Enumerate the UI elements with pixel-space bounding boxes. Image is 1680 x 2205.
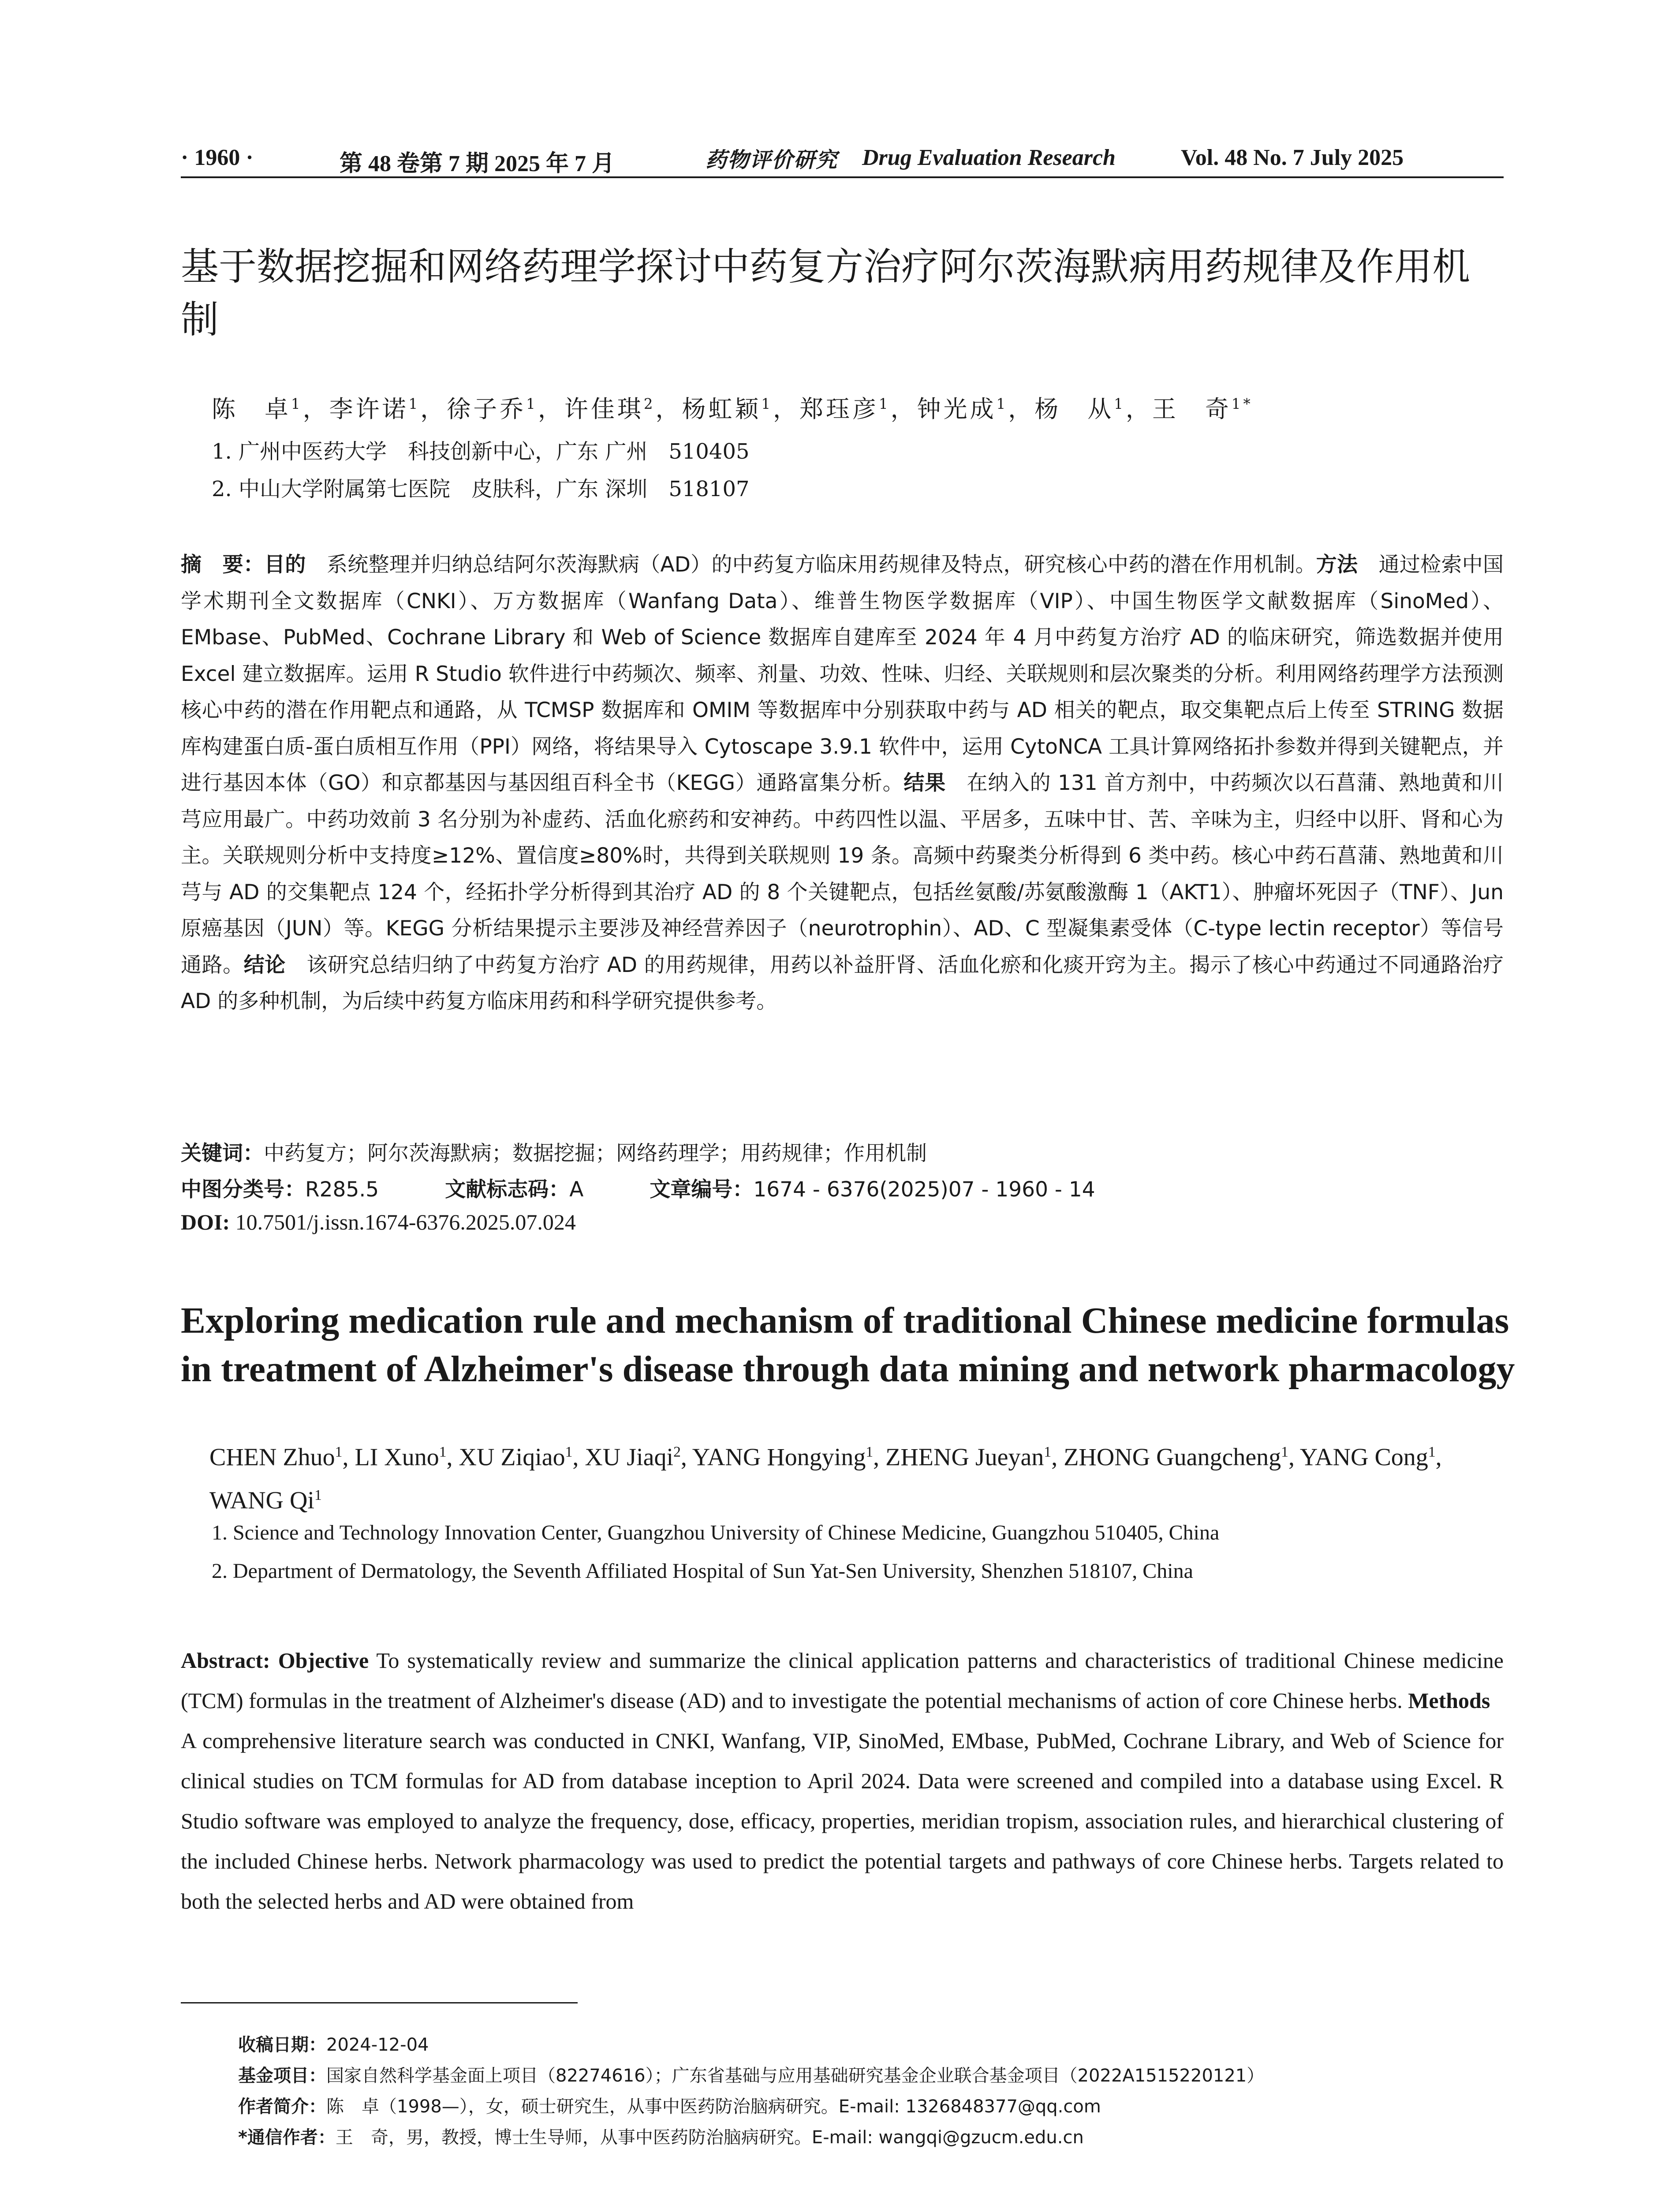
footnote-text: 陈 卓（1998—），女，硕士研究生，从事中医药防治脑病研究。E-mail: 1326848377@qq.com <box>326 2097 1101 2117</box>
footnote-label: *通信作者： <box>238 2127 336 2148</box>
footnote-label: 作者简介： <box>238 2097 326 2117</box>
journal-name-en: Drug Evaluation Research <box>862 145 1116 170</box>
doi-link[interactable]: 10.7501/j.issn.1674-6376.2025.07.024 <box>230 1210 576 1234</box>
footnote-text: 2024-12-04 <box>326 2035 429 2055</box>
article-title-en: Exploring medication rule and mechanism of traditional Chinese medicine formulas in treatment of Alzheimer's disease through data mining and network pharmacology <box>181 1300 1515 1390</box>
author-name: CHEN Zhuo <box>209 1443 335 1471</box>
author-affiliation-mark: 1* <box>1231 396 1253 412</box>
author-affiliation-mark: 1 <box>1044 1444 1052 1460</box>
author-name: 李许诺 <box>329 395 409 423</box>
article-number-value: 1674 - 6376(2025)07 - 1960 - 14 <box>753 1177 1095 1202</box>
volume-issue-en: Vol. 48 No. 7 July 2025 <box>1181 145 1404 170</box>
affiliation-zh-2: 2. 中山大学附属第七医院 皮肤科，广东 深圳 518107 <box>212 477 750 501</box>
author-name: 王 奇 <box>1152 395 1232 423</box>
author-affiliation-mark: 1 <box>1428 1444 1436 1460</box>
objective-text: To systematically review and summarize the clinical application patterns and characteristics of traditional Chinese medicine (TCM) formulas in the treatment of Alzheimer's disease (AD) and to investigate the potential mechanisms of action of core Chinese herbs. <box>181 1648 1504 1713</box>
author-affiliation-mark: 1 <box>291 396 303 412</box>
page-number: · 1960 · <box>181 145 254 170</box>
doi-label: DOI: <box>181 1210 230 1234</box>
running-header <box>181 140 1504 180</box>
methods-text: 通过检索中国学术期刊全文数据库（CNKI）、万方数据库（Wanfang Data）、维普生物医学数据库（VIP）、中国生物医学文献数据库（SinoMed）、EMbase、PubMed、Cochrane Library 和 Web of Science 数据库自建库至 2024 年 4 月中药复方治疗 AD 的临床研究，筛选数据并使用 Excel 建立数据库。运用 R Studio 软件进行中药频次、频率、剂量、功效、性味、归经、关联规则和层次聚类的分析。利用网络药理学方法预测核心中药的潜在作用靶点和通路，从 TCMSP 数据库和 OMIM 等数据库中分别获取中药与 AD 相关的靶点，取交集靶点后上传至 STRING 数据库构建蛋白质-蛋白质相互作用（PPI）网络，将结果导入 Cytoscape 3.9.1 软件中，运用 CytoNCA 工具计算网络拓扑参数并得到关键靶点，并进行基因本体（GO）和京都基因与基因组百科全书（KEGG）通路富集分析。 <box>181 553 1504 795</box>
author-name: YANG Cong <box>1299 1443 1428 1471</box>
author-affiliation-mark: 1 <box>314 1487 322 1503</box>
author-name: ZHENG Jueyan <box>885 1443 1044 1471</box>
author-name: 陈 卓 <box>212 395 291 423</box>
author-name: XU Jiaqi <box>585 1443 674 1471</box>
author-bio <box>238 2093 1101 2118</box>
conclusion-label: 结论 <box>243 953 286 977</box>
doc-code-label: 文献标志码： <box>445 1177 570 1202</box>
footnote-label: 基金项目： <box>238 2066 326 2086</box>
author-affiliation-mark: 2 <box>643 396 656 412</box>
conclusion-text: 该研究总结归纳了中药复方治疗 AD 的用药规律，用药以补益肝肾、活血化瘀和化痰开窍为主。揭示了核心中药通过不同通路治疗 AD 的多种机制，为后续中药复方临床用药和科学研究提供参考。 <box>181 953 1504 1013</box>
author-affiliation-mark: 1 <box>439 1444 447 1460</box>
footnote-text: 国家自然科学基金面上项目（82274616）；广东省基础与应用基础研究基金企业联合基金项目（2022A1515220121） <box>326 2066 1265 2086</box>
author-name: 杨虹颖 <box>682 395 762 423</box>
author-name: 徐子乔 <box>447 395 526 423</box>
methods-label: Methods <box>1408 1688 1490 1713</box>
methods-label: 方法 <box>1316 553 1358 577</box>
author-name: 钟光成 <box>917 395 997 423</box>
author-affiliation-mark: 1 <box>866 1444 874 1460</box>
author-affiliation-mark: 1 <box>996 396 1008 412</box>
results-text: 在纳入的 131 首方剂中，中药频次以石菖蒲、熟地黄和川芎应用最广。中药功效前 3 名分别为补虚药、活血化瘀药和安神药。中药四性以温、平居多，五味中甘、苦、辛味为主，归经中以肝、肾和心为主。关联规则分析中支持度≥12%、置信度≥80%时，共得到关联规则 19 条。高频中药聚类分析得到 6 类中药。核心中药石菖蒲、熟地黄和川芎与 AD 的交集靶点 124 个，经拓扑学分析得到其治疗 AD 的 8 个关键靶点，包括丝氨酸/苏氨酸激酶 1（AKT1）、肿瘤坏死因子（TNF）、Jun 原癌基因（JUN）等。KEGG 分析结果提示主要涉及神经营养因子（neurotrophin）、AD、C 型凝集素受体（C-type lectin receptor）等信号通路。 <box>181 771 1504 977</box>
doi-line <box>181 1209 576 1235</box>
received-date <box>238 2031 429 2056</box>
header-rule <box>181 176 1504 178</box>
author-name: 郑珏彦 <box>799 395 879 423</box>
author-name: 许佳琪 <box>564 395 644 423</box>
footnote-label: 收稿日期： <box>238 2035 326 2055</box>
author-affiliation-mark: 1 <box>565 1444 573 1460</box>
author-affiliation-mark: 1 <box>1281 1444 1288 1460</box>
affiliation-zh-1: 1. 广州中医药大学 科技创新中心，广东 广州 510405 <box>212 439 750 464</box>
abstract-objective-label: Abstract: Objective <box>181 1648 369 1673</box>
author-affiliation-mark: 1 <box>879 396 891 412</box>
author-name: YANG Hongying <box>692 1443 866 1471</box>
author-affiliation-mark: 1 <box>761 396 773 412</box>
journal-logo: 药物评价研究 <box>706 148 838 172</box>
author-name: 杨 从 <box>1034 395 1114 423</box>
results-label: 结果 <box>903 771 946 795</box>
author-name: ZHONG Guangcheng <box>1064 1443 1281 1471</box>
objective-text: 系统整理并归纳总结阿尔茨海默病（AD）的中药复方临床用药规律及特点，研究核心中药的潜在作用机制。 <box>306 553 1316 577</box>
abstract-label: 摘 要： <box>181 553 265 577</box>
author-name: WANG Qi <box>209 1487 314 1514</box>
doc-code-value: A <box>569 1177 584 1202</box>
article-title-zh: 基于数据挖掘和网络药理学探讨中药复方治疗阿尔茨海默病用药规律及作用机制 <box>181 245 1470 342</box>
article-number-label: 文章编号： <box>650 1177 754 1202</box>
keywords-text: 中药复方；阿尔茨海默病；数据挖掘；网络药理学；用药规律；作用机制 <box>264 1141 927 1166</box>
objective-label: 目的 <box>264 553 306 577</box>
abstract-zh <box>181 547 1504 1020</box>
author-name: LI Xuno <box>355 1443 439 1471</box>
author-list-zh: 陈 卓$^1$，李许诺$^1$，徐子乔$^1$，许佳琪$^2$，杨虹颖$^1$，郑珏彦$^1$，钟光成$^1$，杨 从$^1$，王 奇$^{1*}$ <box>212 395 1253 423</box>
classification-line <box>181 1173 1095 1203</box>
footnote-text: 王 奇，男，教授，博士生导师，从事中医药防治脑病研究。E-mail: wangqi@gzucm.edu.cn <box>335 2127 1084 2148</box>
author-affiliation-mark: 2 <box>673 1444 681 1460</box>
footnote-rule <box>181 2002 578 2003</box>
funding <box>238 2062 1264 2087</box>
clc-label: 中图分类号： <box>181 1177 305 1202</box>
clc-value: R285.5 <box>305 1177 379 1202</box>
author-list-en: CHEN Zhuo$^1$, LI Xuno$^1$, XU Ziqiao$^1$, XU Jiaqi$^2$, YANG Hongying$^1$, ZHENG Jueyan$^1$, ZHONG Guangcheng$^1$, YANG Cong$^1$, WANG Qi$^1$ <box>209 1443 1442 1514</box>
volume-issue-zh: 第 48 卷第 7 期 2025 年 7 月 <box>340 151 615 176</box>
author-affiliation-mark: 1 <box>408 396 421 412</box>
methods-text: A comprehensive literature search was conducted in CNKI, Wanfang, VIP, SinoMed, EMbase, PubMed, Cochrane Library, and Web of Science for clinical studies on TCM formulas for AD from database inception to April 2024. Data were screened and compiled into a database using Excel. R Studio software was employed to analyze the frequency, dose, efficacy, properties, meridian tropism, association rules, and hierarchical clustering of the included Chinese herbs. Network pharmacology was used to predict the potential targets and pathways of core Chinese herbs. Targets related to both the selected herbs and AD were obtained from <box>181 1688 1512 1913</box>
author-name: XU Ziqiao <box>459 1443 565 1471</box>
keywords-label: 关键词： <box>181 1141 264 1166</box>
abstract-en <box>181 1641 1512 1921</box>
author-affiliation-mark: 1 <box>335 1444 343 1460</box>
author-affiliation-mark: 1 <box>526 396 538 412</box>
affiliation-en-1: 1. Science and Technology Innovation Center, Guangzhou University of Chinese Medicine, Guangzhou 510405, China <box>212 1521 1220 1544</box>
corresponding-author <box>238 2123 1084 2149</box>
keywords-zh <box>181 1137 927 1166</box>
author-affiliation-mark: 1 <box>1114 396 1126 412</box>
affiliation-en-2: 2. Department of Dermatology, the Seventh Affiliated Hospital of Sun Yat-Sen University, Shenzhen 518107, China <box>212 1559 1193 1583</box>
